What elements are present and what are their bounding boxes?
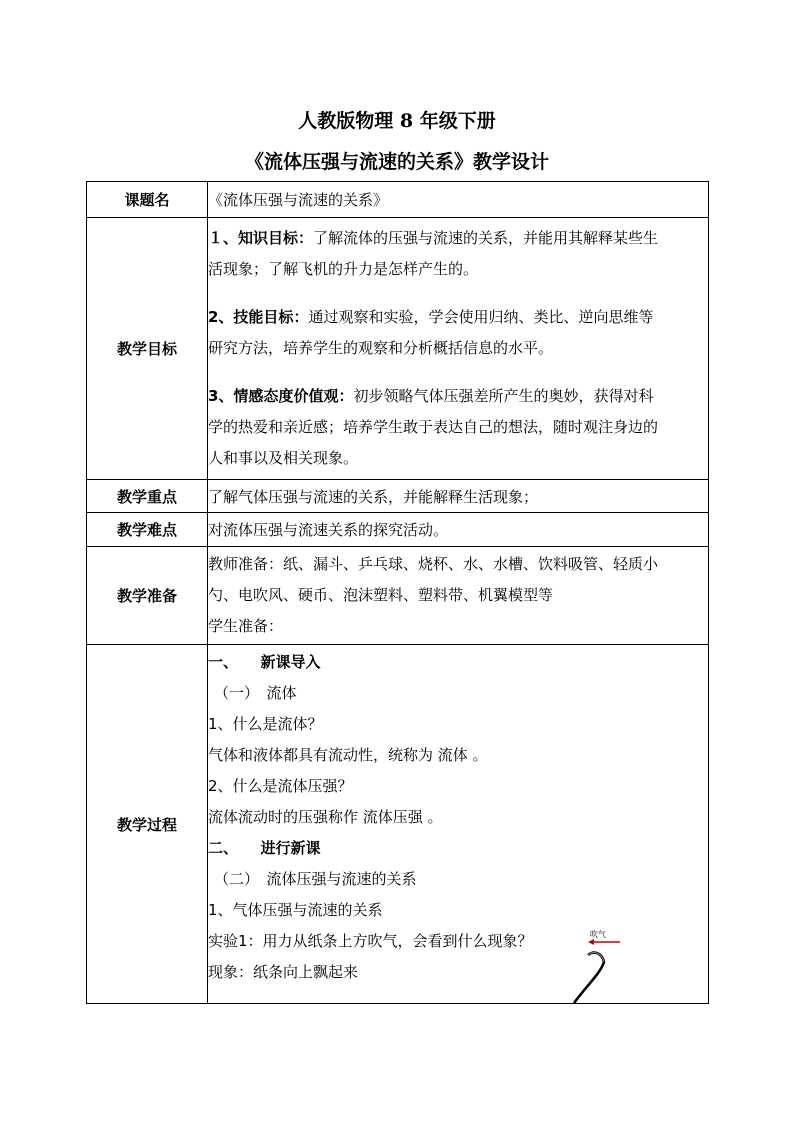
table-row-prep [87, 547, 709, 645]
process-content [208, 645, 709, 1004]
lesson-plan-table [86, 181, 709, 1004]
table-row-difficulty [87, 513, 709, 547]
process-section-1: 一、 新课导入 [208, 653, 321, 671]
row-label-topic: 课题名 [87, 182, 208, 218]
process-question-2: 2、什么是流体压强？ [208, 777, 353, 795]
row-label-goals: 教学目标 [87, 218, 208, 480]
table-row-focus [87, 480, 709, 513]
process-section-2: 二、 进行新课 [208, 839, 321, 857]
blowing-paper-strip-figure [568, 928, 630, 1008]
process-subsection-2: （二） 流体压强与流速的关系 [214, 870, 417, 888]
row-label-process: 教学过程 [87, 645, 208, 1004]
table-row-topic [87, 182, 709, 218]
process-item-1: 1、气体压强与流速的关系 [208, 901, 383, 919]
process-question-1: 1、什么是流体？ [208, 715, 323, 733]
goal-2-line2: 研究方法，培养学生的观察和分析概括信息的水平。 [208, 339, 554, 357]
topic-value: 《流体压强与流速的关系》 [208, 182, 709, 218]
doc-title-line1: 人教版物理 8 年级下册 [298, 110, 496, 132]
goal-3-head: 3、情感态度价值观： [208, 387, 354, 405]
goal-2-text: 通过观察和实验，学会使用归纳、类比、逆向思维等 [308, 308, 654, 326]
difficulty-value: 对流体压强与流速关系的探究活动。 [208, 513, 709, 547]
process-answer-2: 流体流动时的压强称作 流体压强 。 [208, 808, 443, 826]
experiment-1: 实验1：用力从纸条上方吹气，会看到什么现象？ [208, 932, 533, 950]
focus-value: 了解气体压强与流速的关系，并能解释生活现象； [208, 480, 709, 513]
observation-1: 现象：纸条向上飘起来 [208, 963, 359, 981]
doc-title-line2: 《流体压强与流速的关系》教学设计 [244, 151, 549, 173]
goal-1-head: １、知识目标： [208, 229, 314, 247]
blow-label: 吹气 [590, 930, 606, 939]
paper-strip-icon [574, 953, 604, 1003]
goal-1-text: 了解流体的压强与流速的关系，并能用其解释某些生 [313, 229, 659, 247]
goal-3-line2: 学的热爱和亲近感；培养学生敢于表达自己的想法，随时观注身边的 [208, 418, 659, 436]
prep-line2: 勺、电吹风、硬币、泡沫塑料、塑料带、机翼模型等 [208, 586, 554, 604]
row-label-focus: 教学重点 [87, 480, 208, 513]
goal-2-head: 2、技能目标： [208, 308, 309, 326]
prep-line1: 教师准备：纸、漏斗、乒乓球、烧杯、水、水槽、饮料吸管、轻质小 [208, 555, 659, 573]
row-label-difficulty: 教学难点 [87, 513, 208, 547]
process-subsection-1: （一） 流体 [214, 684, 297, 702]
goals-content [208, 218, 709, 480]
process-answer-1: 气体和液体都具有流动性，统称为 流体 。 [208, 746, 488, 764]
goal-3-line1 [208, 381, 708, 412]
prep-content [208, 547, 709, 645]
row-label-prep: 教学准备 [87, 547, 208, 645]
table-row-goals [87, 218, 709, 480]
goal-1-line1 [208, 223, 708, 254]
prep-line3: 学生准备： [208, 617, 284, 635]
goal-2-line1 [208, 302, 708, 333]
goal-3-line3: 人和事以及相关现象。 [208, 449, 359, 467]
goal-1-line2: 活现象；了解飞机的升力是怎样产生的。 [208, 260, 479, 278]
blow-arrow-head [588, 939, 594, 945]
goal-3-text: 初步领略气体压强差所产生的奥妙，获得对科 [353, 387, 654, 405]
